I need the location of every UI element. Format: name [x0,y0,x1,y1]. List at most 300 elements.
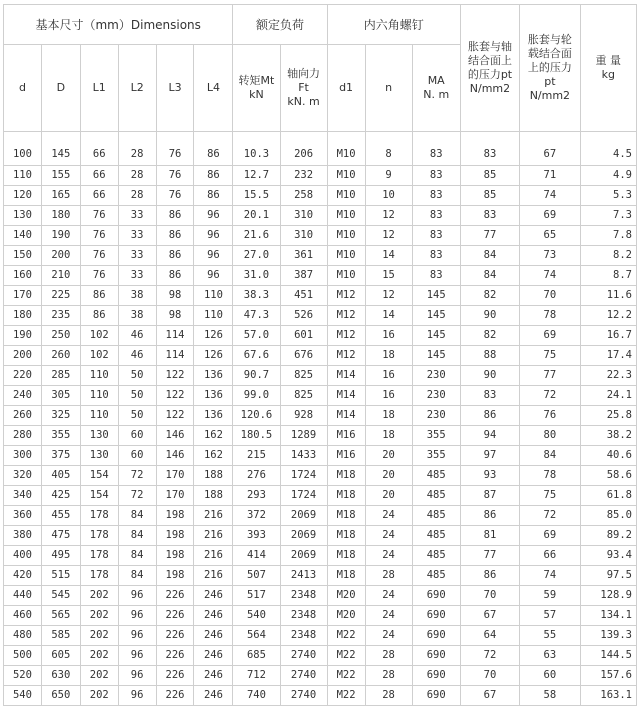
cell-L4: 136 [194,366,233,386]
cell-d: 300 [4,446,42,466]
cell-L1: 66 [80,166,118,186]
cell-d: 190 [4,326,42,346]
cell-D: 165 [41,186,80,206]
cell-L1: 154 [80,466,118,486]
cell-n: 14 [365,306,412,326]
cell-D: 235 [41,306,80,326]
cell-weight: 97.5 [580,566,636,586]
cell-n: 18 [365,426,412,446]
cell-d1: M16 [327,426,365,446]
cell-L2: 38 [118,286,156,306]
cell-d: 420 [4,566,42,586]
cell-sleeve-hub: 74 [520,266,580,286]
header-L4: L4 [194,45,233,132]
cell-L1: 102 [80,346,118,366]
cell-sleeve-shaft: 90 [460,306,519,326]
cell-ma: 690 [412,606,460,626]
table-row [4,526,637,546]
cell-ma: 230 [412,386,460,406]
cell-sleeve-shaft: 85 [460,166,519,186]
cell-sleeve-shaft: 77 [460,226,519,246]
cell-weight: 128.9 [580,586,636,606]
cell-L3: 76 [156,166,194,186]
cell-sleeve-hub: 75 [520,486,580,506]
cell-d1: M18 [327,486,365,506]
cell-D: 375 [41,446,80,466]
cell-L2: 84 [118,546,156,566]
cell-D: 585 [41,626,80,646]
cell-L2: 96 [118,666,156,686]
cell-d1: M10 [327,206,365,226]
cell-L4: 126 [194,326,233,346]
cell-L4: 86 [194,166,233,186]
table-row [4,366,637,386]
cell-ma: 83 [412,206,460,226]
cell-sleeve-hub: 84 [520,446,580,466]
table-row [4,266,637,286]
cell-torque: 215 [233,446,280,466]
group-rated-load: 额定负荷 [233,5,327,45]
cell-L1: 202 [80,626,118,646]
cell-L4: 216 [194,526,233,546]
cell-axial-force: 676 [280,346,327,366]
cell-sleeve-shaft: 94 [460,426,519,446]
header-torque: 转矩Mt kN [233,45,280,132]
table-row [4,326,637,346]
table-row [4,426,637,446]
cell-n: 10 [365,186,412,206]
cell-torque: 507 [233,566,280,586]
cell-L3: 146 [156,446,194,466]
cell-D: 605 [41,646,80,666]
table-row [4,286,637,306]
cell-n: 20 [365,466,412,486]
header-L3: L3 [156,45,194,132]
cell-L2: 96 [118,586,156,606]
cell-D: 650 [41,686,80,706]
cell-D: 200 [41,246,80,266]
cell-L1: 178 [80,526,118,546]
cell-L2: 28 [118,166,156,186]
cell-L1: 76 [80,266,118,286]
cell-D: 305 [41,386,80,406]
table-row [4,626,637,646]
dimensions-table [3,4,637,706]
cell-L2: 96 [118,686,156,706]
cell-L2: 33 [118,226,156,246]
cell-torque: 293 [233,486,280,506]
cell-n: 24 [365,546,412,566]
cell-L2: 28 [118,186,156,206]
cell-weight: 8.2 [580,246,636,266]
cell-n: 9 [365,166,412,186]
cell-L1: 86 [80,286,118,306]
table-row [4,606,637,626]
cell-ma: 83 [412,246,460,266]
cell-d1: M14 [327,366,365,386]
cell-L4: 216 [194,546,233,566]
cell-torque: 517 [233,586,280,606]
cell-weight: 11.6 [580,286,636,306]
cell-ma: 83 [412,166,460,186]
cell-L3: 86 [156,206,194,226]
cell-L4: 86 [194,186,233,206]
cell-sleeve-shaft: 84 [460,246,519,266]
cell-sleeve-shaft: 85 [460,186,519,206]
cell-D: 155 [41,166,80,186]
cell-D: 475 [41,526,80,546]
cell-L3: 198 [156,526,194,546]
cell-d: 280 [4,426,42,446]
header-L2: L2 [118,45,156,132]
cell-n: 20 [365,446,412,466]
cell-d: 200 [4,346,42,366]
header-axial-force: 轴向力 Ft kN. m [280,45,327,132]
cell-n: 28 [365,666,412,686]
cell-d: 140 [4,226,42,246]
cell-d1: M16 [327,446,365,466]
cell-L3: 226 [156,606,194,626]
cell-d: 440 [4,586,42,606]
cell-torque: 47.3 [233,306,280,326]
cell-weight: 89.2 [580,526,636,546]
header-n: n [365,45,412,132]
cell-D: 495 [41,546,80,566]
cell-sleeve-shaft: 82 [460,286,519,306]
cell-sleeve-hub: 80 [520,426,580,446]
cell-d: 150 [4,246,42,266]
cell-L2: 72 [118,486,156,506]
cell-axial-force: 387 [280,266,327,286]
cell-L3: 146 [156,426,194,446]
cell-weight: 163.1 [580,686,636,706]
cell-torque: 685 [233,646,280,666]
cell-d1: M12 [327,286,365,306]
cell-L3: 76 [156,186,194,206]
cell-L4: 162 [194,446,233,466]
cell-ma: 485 [412,486,460,506]
cell-axial-force: 2069 [280,526,327,546]
cell-sleeve-hub: 57 [520,606,580,626]
header-ma: MA N. m [412,45,460,132]
cell-L2: 96 [118,626,156,646]
cell-torque: 372 [233,506,280,526]
cell-sleeve-hub: 72 [520,506,580,526]
cell-d1: M12 [327,306,365,326]
cell-torque: 564 [233,626,280,646]
cell-d: 130 [4,206,42,226]
cell-weight: 85.0 [580,506,636,526]
table-row [4,446,637,466]
cell-d1: M18 [327,506,365,526]
cell-sleeve-shaft: 84 [460,266,519,286]
cell-weight: 157.6 [580,666,636,686]
cell-weight: 93.4 [580,546,636,566]
cell-L4: 216 [194,566,233,586]
cell-L1: 178 [80,546,118,566]
table-row [4,226,637,246]
table-row [4,346,637,366]
cell-n: 24 [365,506,412,526]
cell-n: 20 [365,486,412,506]
cell-D: 630 [41,666,80,686]
table-row [4,386,637,406]
cell-torque: 20.1 [233,206,280,226]
cell-L3: 98 [156,306,194,326]
table-row [4,466,637,486]
cell-sleeve-shaft: 86 [460,506,519,526]
group-dimensions: 基本尺寸（mm）Dimensions [4,5,233,45]
cell-axial-force: 2348 [280,606,327,626]
cell-L3: 226 [156,586,194,606]
cell-sleeve-shaft: 70 [460,586,519,606]
table-body [4,132,637,706]
cell-weight: 4.9 [580,166,636,186]
cell-D: 545 [41,586,80,606]
cell-L3: 86 [156,226,194,246]
cell-sleeve-hub: 65 [520,226,580,246]
cell-D: 145 [41,132,80,166]
cell-axial-force: 825 [280,366,327,386]
cell-sleeve-shaft: 97 [460,446,519,466]
cell-L1: 110 [80,366,118,386]
cell-torque: 57.0 [233,326,280,346]
group-bolts: 内六角螺钉 [327,5,460,45]
cell-L1: 76 [80,246,118,266]
cell-axial-force: 2740 [280,686,327,706]
cell-sleeve-hub: 59 [520,586,580,606]
cell-L3: 98 [156,286,194,306]
cell-L1: 154 [80,486,118,506]
cell-ma: 83 [412,266,460,286]
cell-torque: 31.0 [233,266,280,286]
table-row [4,506,637,526]
cell-d1: M10 [327,166,365,186]
cell-L2: 84 [118,506,156,526]
cell-L2: 46 [118,346,156,366]
cell-L3: 86 [156,266,194,286]
cell-d: 110 [4,166,42,186]
cell-d: 160 [4,266,42,286]
cell-D: 210 [41,266,80,286]
cell-weight: 8.7 [580,266,636,286]
cell-ma: 690 [412,686,460,706]
cell-d: 170 [4,286,42,306]
cell-sleeve-hub: 78 [520,306,580,326]
cell-D: 285 [41,366,80,386]
cell-L3: 198 [156,546,194,566]
cell-ma: 355 [412,446,460,466]
cell-d1: M10 [327,186,365,206]
cell-L3: 114 [156,346,194,366]
cell-ma: 485 [412,546,460,566]
cell-L4: 96 [194,226,233,246]
cell-L4: 246 [194,586,233,606]
table-row [4,166,637,186]
cell-sleeve-shaft: 88 [460,346,519,366]
cell-n: 28 [365,646,412,666]
cell-L3: 226 [156,666,194,686]
cell-axial-force: 232 [280,166,327,186]
cell-d: 240 [4,386,42,406]
cell-L4: 246 [194,626,233,646]
cell-d1: M22 [327,686,365,706]
cell-axial-force: 310 [280,206,327,226]
cell-ma: 230 [412,406,460,426]
cell-L3: 226 [156,626,194,646]
cell-L4: 110 [194,286,233,306]
cell-L4: 110 [194,306,233,326]
cell-d1: M18 [327,546,365,566]
cell-sleeve-hub: 55 [520,626,580,646]
cell-L3: 122 [156,366,194,386]
cell-ma: 690 [412,666,460,686]
cell-sleeve-hub: 69 [520,206,580,226]
cell-L2: 28 [118,132,156,166]
cell-axial-force: 361 [280,246,327,266]
cell-L4: 126 [194,346,233,366]
header-D: D [41,45,80,132]
table-row [4,686,637,706]
header-L1: L1 [80,45,118,132]
cell-ma: 690 [412,646,460,666]
cell-L4: 136 [194,406,233,426]
cell-d1: M10 [327,266,365,286]
cell-d1: M18 [327,466,365,486]
cell-n: 15 [365,266,412,286]
cell-sleeve-shaft: 67 [460,686,519,706]
cell-L1: 86 [80,306,118,326]
cell-n: 16 [365,386,412,406]
cell-L2: 50 [118,406,156,426]
cell-d: 340 [4,486,42,506]
table-row [4,306,637,326]
cell-D: 190 [41,226,80,246]
cell-torque: 276 [233,466,280,486]
cell-weight: 25.8 [580,406,636,426]
cell-sleeve-shaft: 86 [460,566,519,586]
header-sleeve-hub-pressure: 胀套与轮 载结合面 上的压力 pt N/mm2 [520,5,580,132]
cell-axial-force: 928 [280,406,327,426]
cell-ma: 83 [412,186,460,206]
cell-D: 260 [41,346,80,366]
cell-L2: 33 [118,246,156,266]
cell-d: 500 [4,646,42,666]
cell-ma: 145 [412,286,460,306]
cell-n: 28 [365,566,412,586]
cell-L2: 33 [118,266,156,286]
cell-weight: 58.6 [580,466,636,486]
cell-L1: 76 [80,226,118,246]
cell-axial-force: 2348 [280,586,327,606]
cell-d1: M14 [327,406,365,426]
cell-d: 400 [4,546,42,566]
cell-D: 515 [41,566,80,586]
cell-L1: 102 [80,326,118,346]
cell-weight: 5.3 [580,186,636,206]
cell-n: 12 [365,226,412,246]
cell-ma: 145 [412,346,460,366]
cell-n: 18 [365,406,412,426]
cell-weight: 12.2 [580,306,636,326]
cell-torque: 393 [233,526,280,546]
cell-L4: 246 [194,606,233,626]
cell-L3: 114 [156,326,194,346]
cell-torque: 38.3 [233,286,280,306]
cell-L4: 188 [194,486,233,506]
cell-d: 540 [4,686,42,706]
cell-L3: 122 [156,406,194,426]
cell-d1: M14 [327,386,365,406]
cell-sleeve-hub: 75 [520,346,580,366]
cell-sleeve-hub: 69 [520,526,580,546]
cell-sleeve-hub: 74 [520,186,580,206]
cell-weight: 16.7 [580,326,636,346]
cell-axial-force: 1433 [280,446,327,466]
cell-axial-force: 2740 [280,646,327,666]
cell-axial-force: 1289 [280,426,327,446]
cell-L2: 96 [118,606,156,626]
cell-torque: 414 [233,546,280,566]
cell-ma: 83 [412,132,460,166]
cell-d: 220 [4,366,42,386]
cell-d: 480 [4,626,42,646]
cell-ma: 485 [412,506,460,526]
cell-L4: 246 [194,686,233,706]
cell-d: 100 [4,132,42,166]
cell-torque: 99.0 [233,386,280,406]
cell-n: 24 [365,526,412,546]
cell-d1: M12 [327,346,365,366]
cell-sleeve-hub: 63 [520,646,580,666]
cell-n: 8 [365,132,412,166]
cell-L3: 122 [156,386,194,406]
cell-D: 405 [41,466,80,486]
cell-sleeve-hub: 60 [520,666,580,686]
cell-d1: M22 [327,626,365,646]
cell-n: 24 [365,586,412,606]
cell-L2: 46 [118,326,156,346]
table-row [4,586,637,606]
cell-axial-force: 451 [280,286,327,306]
cell-ma: 485 [412,466,460,486]
header-sleeve-shaft-pressure: 胀套与轴 结合面上 的压力pt N/mm2 [460,5,519,132]
cell-sleeve-shaft: 83 [460,386,519,406]
cell-weight: 144.5 [580,646,636,666]
cell-L3: 170 [156,466,194,486]
cell-weight: 7.8 [580,226,636,246]
cell-L4: 246 [194,666,233,686]
cell-d: 120 [4,186,42,206]
cell-n: 14 [365,246,412,266]
cell-L1: 130 [80,446,118,466]
cell-L3: 198 [156,566,194,586]
cell-d1: M12 [327,326,365,346]
cell-d1: M18 [327,526,365,546]
table-row [4,206,637,226]
cell-d: 260 [4,406,42,426]
table-row [4,132,637,166]
cell-L1: 178 [80,506,118,526]
header-weight: 重 量 kg [580,5,636,132]
cell-axial-force: 2069 [280,506,327,526]
cell-n: 16 [365,326,412,346]
cell-L4: 162 [194,426,233,446]
cell-ma: 690 [412,626,460,646]
cell-D: 565 [41,606,80,626]
cell-sleeve-shaft: 64 [460,626,519,646]
table-row [4,246,637,266]
